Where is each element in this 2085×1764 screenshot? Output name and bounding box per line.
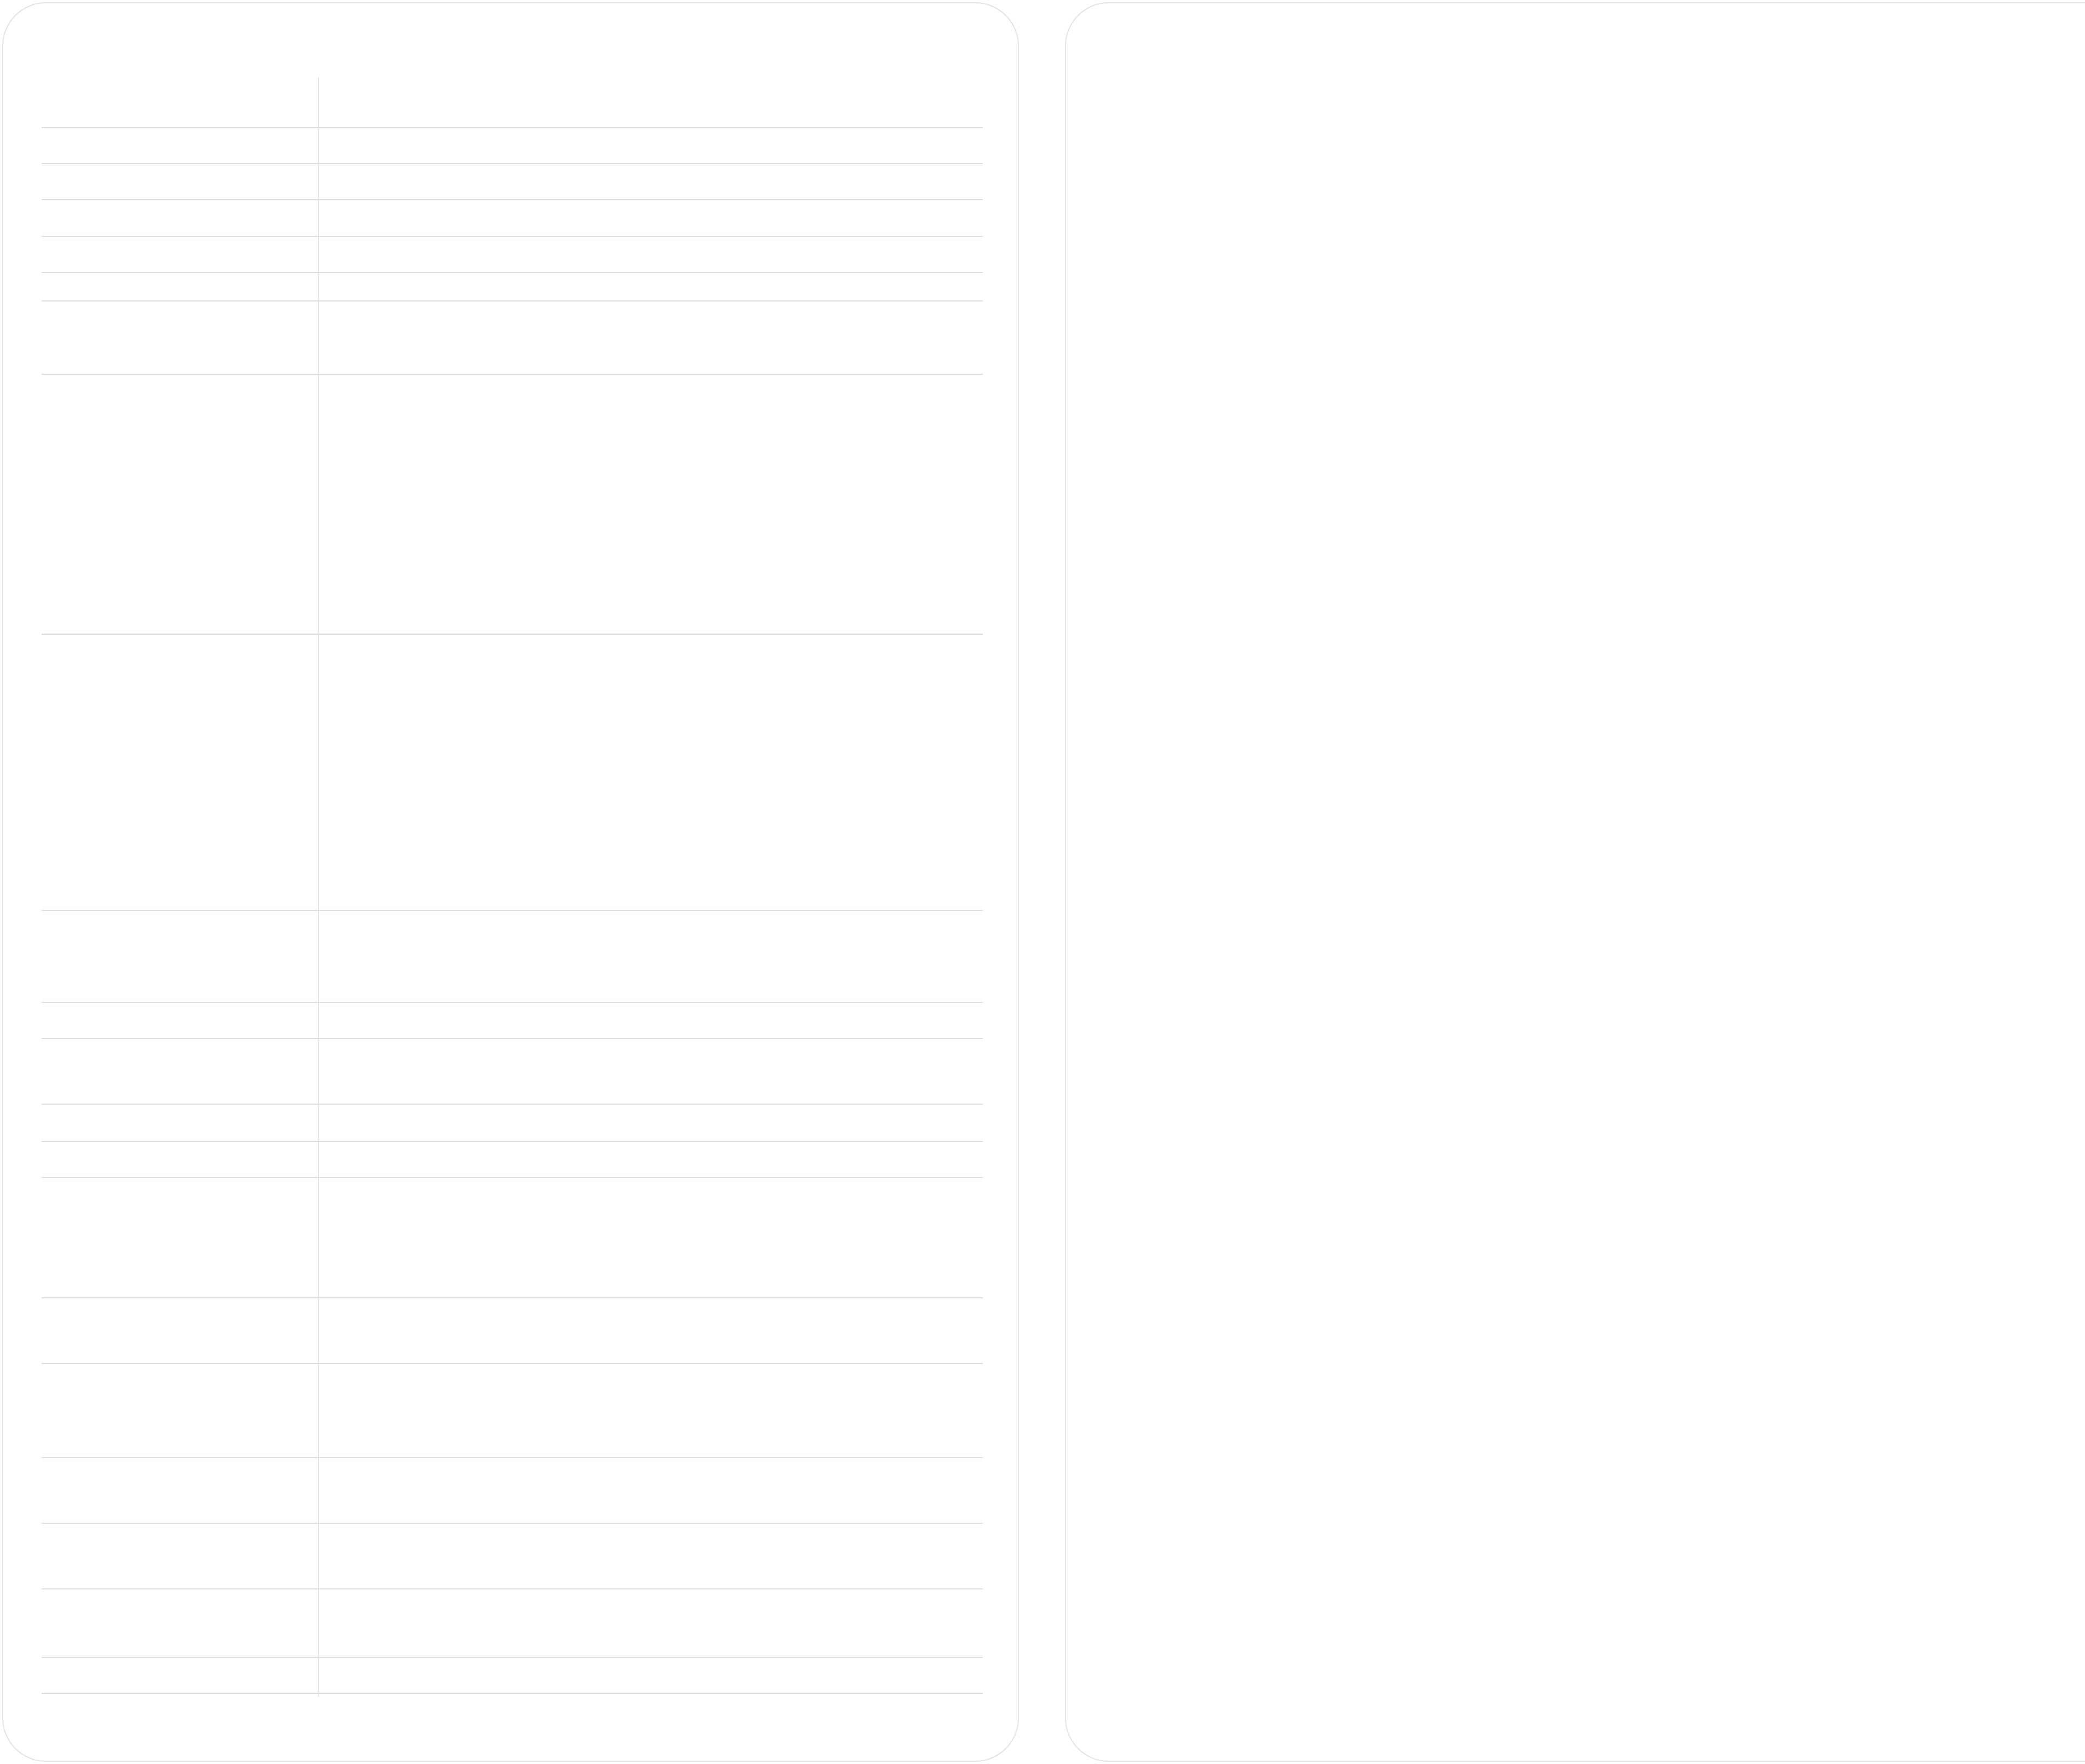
- table-row: [42, 1178, 983, 1298]
- question-cell: [326, 1585, 977, 1588]
- question-cell: [326, 233, 977, 236]
- table-row: [42, 1105, 983, 1142]
- question-cell: [326, 196, 977, 199]
- table-row: [42, 1524, 983, 1589]
- question-cell: [326, 160, 977, 163]
- question-cell: [326, 630, 977, 634]
- question-cell: [326, 297, 977, 300]
- table-row: [42, 911, 983, 1003]
- table-row: [42, 128, 983, 164]
- table-row: [42, 237, 983, 273]
- question-cell: [326, 1653, 977, 1657]
- question-cell: [326, 1294, 977, 1297]
- table-row: [42, 1003, 983, 1039]
- question-cell: [326, 1454, 977, 1457]
- table-row: [42, 1458, 983, 1524]
- table-header-row: [42, 77, 983, 128]
- affinity-board-card: [1065, 2, 2085, 1762]
- table-row: [42, 375, 983, 635]
- table-row: [42, 273, 983, 301]
- questions-column-header: [326, 124, 977, 127]
- interview-guide-card: [2, 2, 1019, 1762]
- table-row: [42, 1658, 983, 1694]
- question-cell: [326, 370, 977, 374]
- table-row: [42, 200, 983, 237]
- table-row: [42, 1589, 983, 1658]
- interview-questions-table: [42, 77, 983, 1697]
- question-cell: [326, 1035, 977, 1038]
- table-row: [42, 1142, 983, 1178]
- question-cell: [326, 999, 977, 1002]
- question-cell: [326, 269, 977, 272]
- table-row: [42, 164, 983, 200]
- question-cell: [326, 1100, 977, 1104]
- table-row: [42, 301, 983, 375]
- question-cell: [326, 1519, 977, 1523]
- question-cell: [326, 1174, 977, 1177]
- question-cell: [326, 1690, 977, 1693]
- table-row: [42, 1364, 983, 1458]
- table-row: [42, 1039, 983, 1105]
- table-row: [42, 635, 983, 911]
- question-cell: [326, 1138, 977, 1141]
- question-cell: [326, 1360, 977, 1363]
- question-cell: [326, 907, 977, 910]
- table-row: [42, 1298, 983, 1364]
